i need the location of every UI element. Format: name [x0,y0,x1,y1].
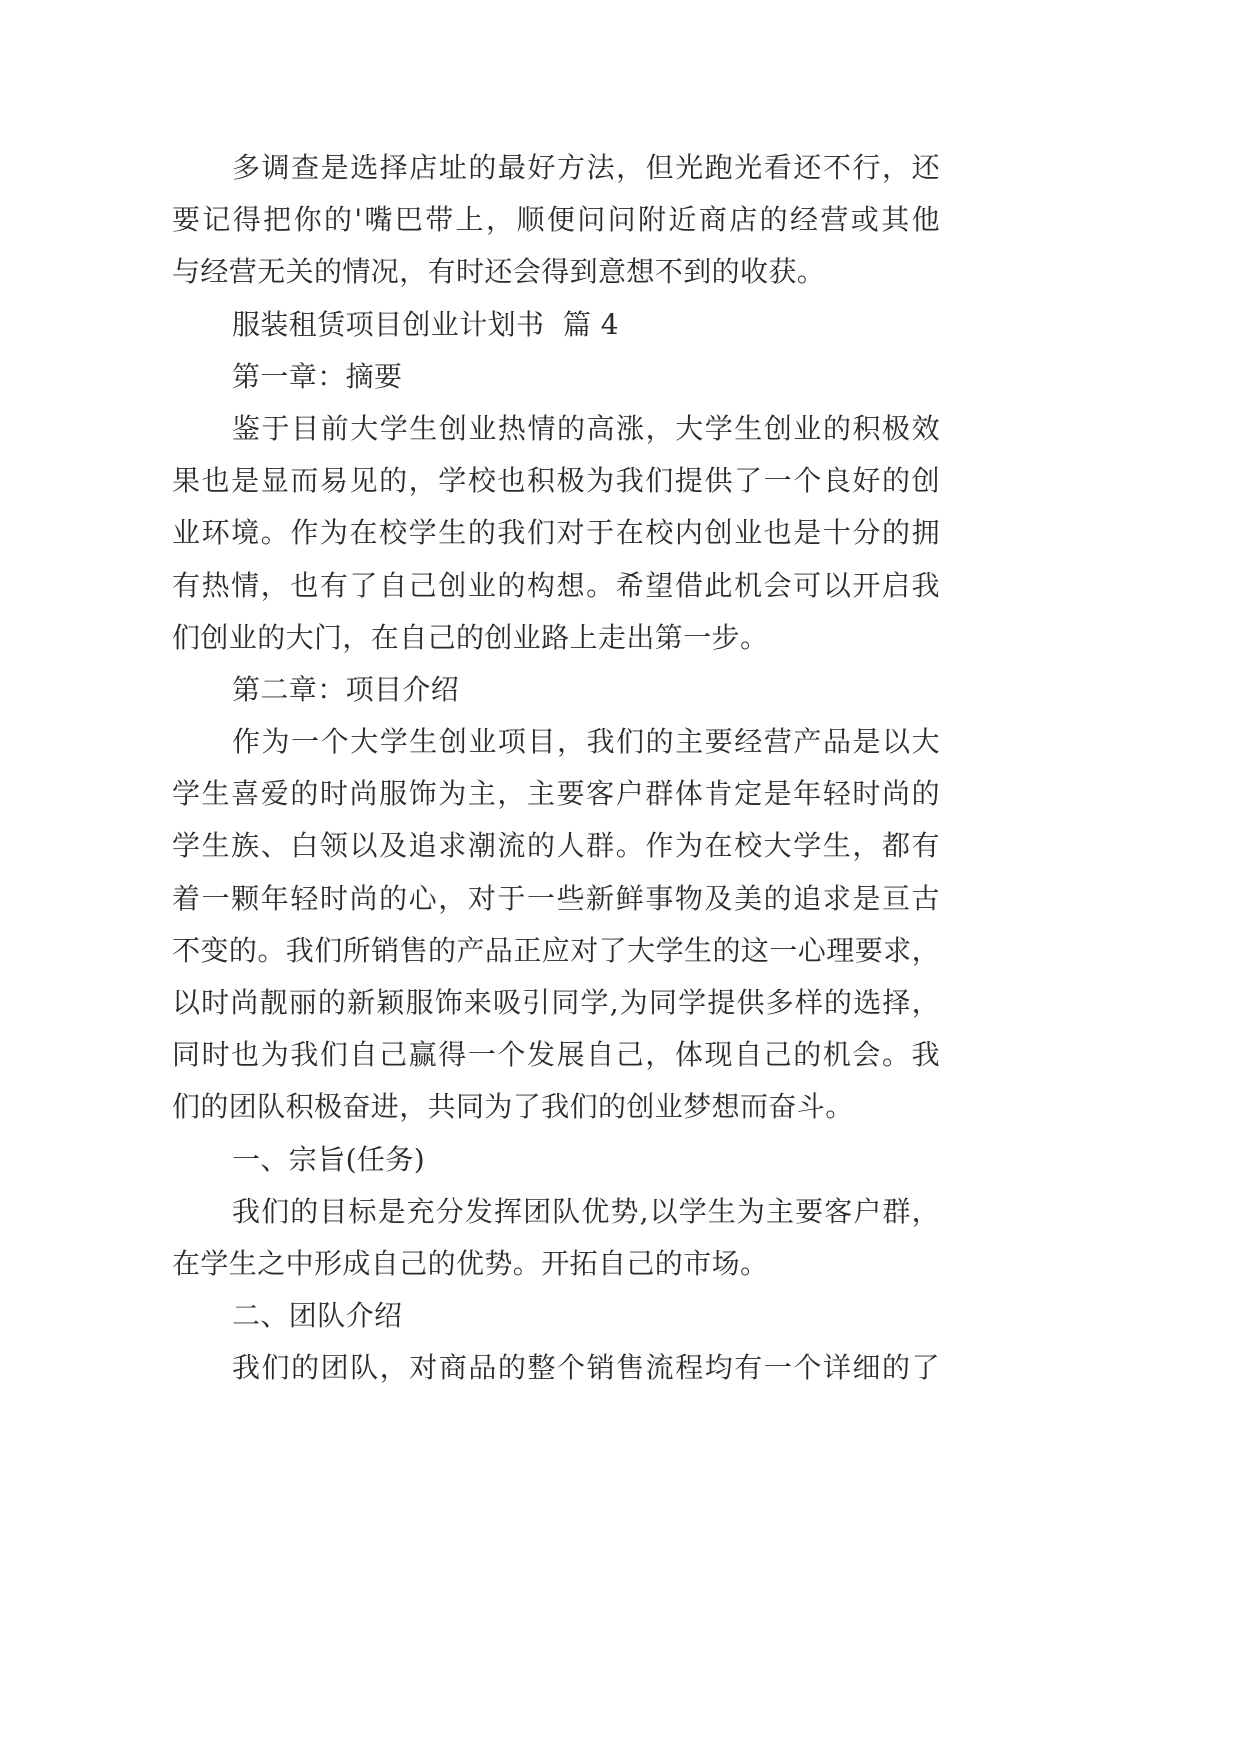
paragraph [172,1186,940,1290]
text-line: 我们的目标是充分发挥团队优势,以学生为主要客户群， [232,1194,940,1228]
text-line: 要记得把你的'嘴巴带上，顺便问问附近商店的经营或其他 [172,203,940,237]
text-line: 与经营无关的情况，有时还会得到意想不到的收获。 [172,255,826,289]
paragraph [172,716,940,1134]
text-line: 鉴于目前大学生创业热情的高涨，大学生创业的积极效 [232,411,940,445]
document-title: 服装租赁项目创业计划书 篇 4 [232,307,619,341]
text-line: 我们的团队，对商品的整个销售流程均有一个详细的了 [232,1351,940,1385]
section-heading: 第一章：摘要 [232,359,403,393]
section-heading: 二、团队介绍 [232,1299,403,1333]
text-line: 们的团队积极奋进，共同为了我们的创业梦想而奋斗。 [172,1090,854,1124]
text-line: 果也是显而易见的，学校也积极为我们提供了一个良好的创 [172,464,940,498]
text-line: 学生喜爱的时尚服饰为主，主要客户群体肯定是年轻时尚的 [172,777,940,811]
paragraph [172,1342,940,1394]
text-line: 多调查是选择店址的最好方法，但光跑光看还不行，还 [232,151,940,184]
text-line: 们创业的大门，在自己的创业路上走出第一步。 [172,620,769,654]
text-line: 作为一个大学生创业项目，我们的主要经营产品是以大 [232,725,940,759]
paragraph [172,403,940,664]
paragraph [172,142,940,299]
text-line: 业环境。作为在校学生的我们对于在校内创业也是十分的拥 [172,516,940,550]
section-heading: 第二章：项目介绍 [232,672,460,706]
text-line: 着一颗年轻时尚的心，对于一些新鲜事物及美的追求是亘古 [172,881,940,915]
text-line: 有热情，也有了自己创业的构想。希望借此机会可以开启我 [172,568,940,602]
text-line: 以时尚靓丽的新颖服饰来吸引同学,为同学提供多样的选择， [172,986,940,1019]
document-body [172,142,940,1395]
section-heading: 一、宗旨(任务) [232,1142,426,1176]
text-line: 在学生之中形成自己的优势。开拓自己的市场。 [172,1246,769,1280]
text-line: 同时也为我们自己赢得一个发展自己，体现自己的机会。我 [172,1038,940,1072]
text-line: 学生族、白领以及追求潮流的人群。作为在校大学生，都有 [172,829,940,863]
text-line: 不变的。我们所销售的产品正应对了大学生的这一心理要求， [172,933,940,967]
